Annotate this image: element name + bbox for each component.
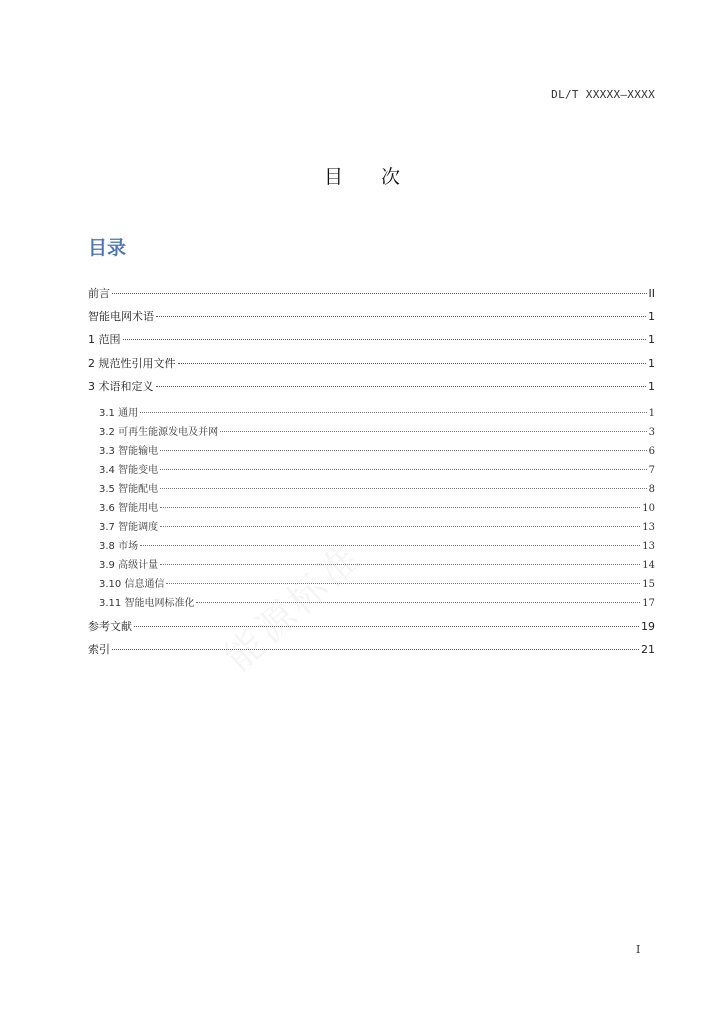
toc-entry-label: 索引 <box>88 643 110 656</box>
watermark: 能源标准 <box>216 534 371 680</box>
toc-entry[interactable] <box>88 518 655 533</box>
toc-leader-dots <box>112 293 647 294</box>
toc-leader-dots <box>140 412 647 413</box>
toc-entry[interactable] <box>88 404 655 419</box>
toc-entry-label: 3.8 市场 <box>99 541 139 552</box>
toc-entry[interactable] <box>88 556 655 571</box>
toc-entry-page: 17 <box>642 598 655 609</box>
toc-leader-dots <box>160 450 647 451</box>
toc-entry[interactable] <box>88 575 655 590</box>
toc-entry[interactable] <box>88 331 655 347</box>
toc-entry-label: 3.3 智能输电 <box>99 446 159 457</box>
toc-entry[interactable] <box>88 423 655 438</box>
toc-entry-label: 3 术语和定义 <box>88 380 154 393</box>
toc-entry-page: 10 <box>642 503 655 514</box>
toc-entry[interactable] <box>88 308 655 324</box>
toc-entry-page: 1 <box>648 357 655 370</box>
toc-entry[interactable] <box>88 480 655 495</box>
toc-entry-page: 13 <box>642 522 655 533</box>
toc-entry-label: 前言 <box>88 287 110 300</box>
toc-leader-dots <box>160 564 640 565</box>
toc-leader-dots <box>140 545 640 546</box>
toc-entry-label: 1 范围 <box>88 333 121 346</box>
toc-entry-page: 8 <box>648 484 655 495</box>
toc-leader-dots <box>156 386 647 387</box>
toc-entry-page: 7 <box>648 465 655 476</box>
toc-entry-label: 3.9 高级计量 <box>99 560 159 571</box>
page-number: I <box>636 943 641 956</box>
toc-entry[interactable] <box>88 618 655 634</box>
toc-entry[interactable] <box>88 355 655 371</box>
toc-entry-label: 2 规范性引用文件 <box>88 357 176 370</box>
toc-leader-dots <box>166 583 640 584</box>
page-title: 目 次 <box>323 166 400 188</box>
toc-leader-dots <box>160 526 640 527</box>
toc-entry-label: 3.11 智能电网标准化 <box>99 598 195 609</box>
toc-entry[interactable] <box>88 442 655 457</box>
toc-entry[interactable] <box>88 461 655 476</box>
toc-entry-label: 3.7 智能调度 <box>99 522 159 533</box>
toc-entry-page: 19 <box>641 620 655 633</box>
toc-leader-dots <box>112 649 639 650</box>
toc-entry-page: 1 <box>648 310 655 323</box>
toc-leader-dots <box>160 469 647 470</box>
toc-entry[interactable] <box>88 378 655 394</box>
toc-entry-page: 1 <box>648 333 655 346</box>
toc-leader-dots <box>160 488 647 489</box>
toc-entry-page: II <box>648 287 655 300</box>
toc-leader-dots <box>134 626 639 627</box>
document-code: DL/T XXXXX—XXXX <box>551 88 655 101</box>
toc-entry-page: 6 <box>648 446 655 457</box>
toc-leader-dots <box>220 431 647 432</box>
toc-entry-page: 1 <box>648 408 655 419</box>
toc-leader-dots <box>178 363 647 364</box>
toc-entry-label: 3.6 智能用电 <box>99 503 159 514</box>
toc-entry[interactable] <box>88 285 655 301</box>
toc-entry-page: 3 <box>648 427 655 438</box>
toc-entry-label: 参考文献 <box>88 620 132 633</box>
toc-entry[interactable] <box>88 641 655 657</box>
toc-entry-label: 3.2 可再生能源发电及并网 <box>99 427 219 438</box>
toc-leader-dots <box>196 602 640 603</box>
toc-entry-label: 3.5 智能配电 <box>99 484 159 495</box>
toc-entry[interactable] <box>88 594 655 609</box>
toc-leader-dots <box>156 316 646 317</box>
toc-entry-page: 14 <box>642 560 655 571</box>
toc-heading: 目录 <box>88 237 127 259</box>
toc-entry[interactable] <box>88 537 655 552</box>
toc-entry-label: 3.4 智能变电 <box>99 465 159 476</box>
toc-entry-page: 15 <box>642 579 655 590</box>
toc-entry-label: 3.1 通用 <box>99 408 139 419</box>
toc-leader-dots <box>123 339 647 340</box>
toc-entry-label: 智能电网术语 <box>88 310 154 323</box>
toc-entry-page: 1 <box>648 380 655 393</box>
toc-entry-page: 13 <box>642 541 655 552</box>
toc-leader-dots <box>160 507 640 508</box>
toc-entry-label: 3.10 信息通信 <box>99 579 165 590</box>
toc-entry[interactable] <box>88 499 655 514</box>
toc-entry-page: 21 <box>641 643 655 656</box>
